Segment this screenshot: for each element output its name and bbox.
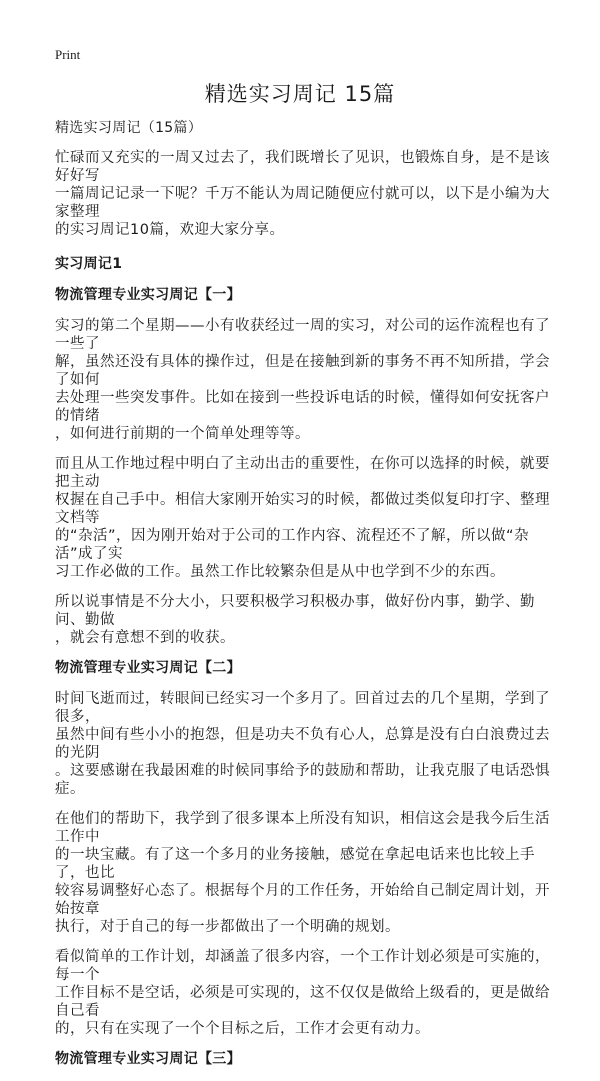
text-line: 的，只有在实现了一个个目标之后，工作才会更有动力。	[55, 1021, 430, 1037]
paragraph	[55, 455, 550, 581]
text-line: 所以说事情是不分大小，只要积极学习积极办事，做好份内事，勤学、勤问、勤做	[55, 594, 535, 628]
text-line: 时间飞逝而过，转眼间已经实习一个多月了。回首过去的几个星期，学到了很多，	[55, 691, 550, 725]
text-line: 一篇周记记录一下呢？千万不能认为周记随便应付就可以，以下是小编为大家整理	[55, 186, 550, 220]
text-line: 解，虽然还没有具体的操作过，但是在接触到新的事务不再不知所措，学会了如何	[55, 354, 550, 388]
text-line: 的“杂活”，因为刚开始对于公司的工作内容、流程还不了解，所以做“杂活”成了实	[55, 528, 530, 562]
text-line: 去处理一些突发事件。比如在接到一些投诉电话的时候，懂得如何安抚客户的情绪	[55, 390, 550, 424]
text-line: 实习的第二个星期——小有收获经过一周的实习，对公司的运作流程也有了一些了	[55, 318, 550, 352]
paragraph	[55, 948, 550, 1038]
document-body	[55, 119, 550, 1081]
text-line: 权握在自己手中。相信大家刚开始实习的时候，都做过类似复印打字、整理文档等	[55, 492, 550, 526]
text-line: 忙碌而又充实的一周又过去了，我们既增长了见识，也锻炼自身，是不是该好好写	[55, 150, 550, 184]
print-link[interactable]: Print	[55, 47, 81, 62]
subsection-heading: 物流管理专业实习周记【二】	[55, 660, 241, 676]
text-line: 虽然中间有些小小的抱怨，但是功夫不负有心人，总算是没有白白浪费过去的光阴	[55, 727, 550, 761]
intro-paragraph	[55, 149, 550, 239]
paragraph	[55, 690, 550, 798]
text-line: 习工作必做的工作。虽然工作比较繁杂但是从中也学到不少的东西。	[55, 564, 505, 580]
paragraph	[55, 593, 550, 647]
text-line: 的实习周记10篇，欢迎大家分享。	[55, 222, 285, 238]
sections	[55, 286, 550, 1068]
text-line: 的一块宝藏。有了这一个多月的业务接触，感觉在拿起电话来也比较上手了，也比	[55, 847, 535, 881]
text-line: 工作目标不是空话，必须是可实现的，这不仅仅是做给上级看的，更是做给自己看	[55, 985, 550, 1019]
subsection-heading: 物流管理专业实习周记【三】	[55, 1051, 241, 1067]
document-subtitle: 精选实习周记（15篇）	[55, 120, 203, 136]
page-title: 精选实习周记 15篇	[204, 82, 396, 106]
text-line: 。这要感谢在我最困难的时候同事给予的鼓励和帮助，让我克服了电话恐惧症。	[55, 763, 550, 797]
paragraph	[55, 810, 550, 936]
text-line: 而且从工作地过程中明白了主动出击的重要性，在你可以选择的时候，就要把主动	[55, 456, 550, 490]
section-heading: 实习周记1	[55, 256, 123, 272]
text-line: 执行，对于自己的每一步都做出了一个明确的规划。	[55, 919, 400, 935]
text-line: 看似简单的工作计划，却涵盖了很多内容，一个工作计划必须是可实施的，每一个	[55, 949, 550, 983]
text-line: 在他们的帮助下，我学到了很多课本上所没有知识，相信这会是我今后生活工作中	[55, 811, 550, 845]
text-line: ，就会有意想不到的收获。	[55, 630, 235, 646]
paragraph	[55, 317, 550, 443]
text-line: 较容易调整好心态了。根据每个月的工作任务，开始给自己制定周计划，开始按章	[55, 883, 550, 917]
subsection-heading: 物流管理专业实习周记【一】	[55, 287, 241, 303]
text-line: ，如何进行前期的一个简单处理等等。	[55, 426, 310, 442]
